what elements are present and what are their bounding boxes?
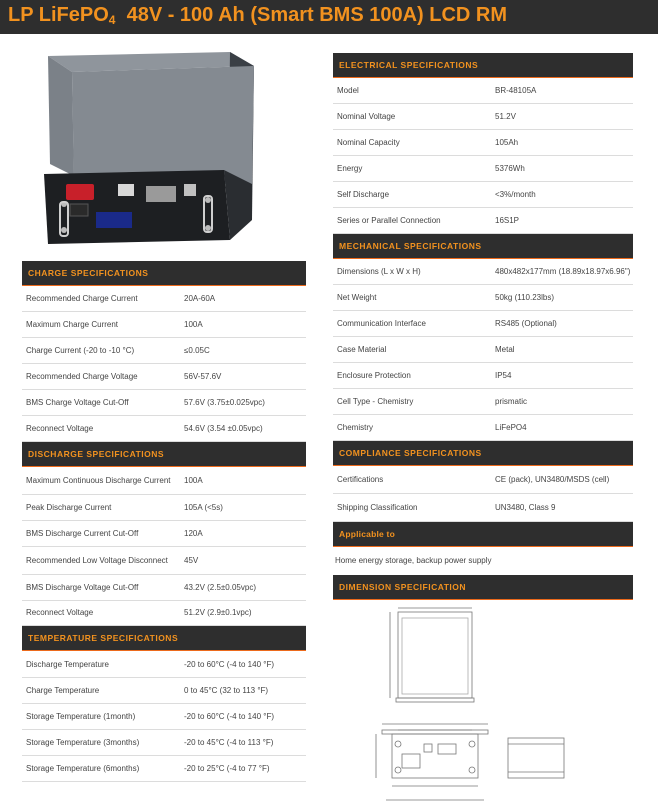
table-row: Maximum Charge Current 100A <box>22 312 306 338</box>
applicable-to-header: Applicable to <box>333 522 633 547</box>
title-bar <box>0 0 658 34</box>
table-row: Shipping Classification UN3480, Class 9 <box>333 494 633 522</box>
table-row: BMS Discharge Voltage Cut-Off 43.2V (2.5±0.05vpc) <box>22 575 306 601</box>
temperature-specifications-header: TEMPERATURE SPECIFICATIONS <box>22 626 306 651</box>
table-row: Self Discharge <3%/month <box>333 182 633 208</box>
table-row: Peak Discharge Current 105A (<5s) <box>22 495 306 521</box>
table-row: Cell Type - Chemistry prismatic <box>333 389 633 415</box>
table-row: Case Material Metal <box>333 337 633 363</box>
table-row: Dimensions (L x W x H) 480x482x177mm (18.89x18.97x6.96") <box>333 259 633 285</box>
page-title: LP LiFePO$_4$ 48V - 100 Ah (Smart BMS 100A) LCD RM <box>8 4 508 27</box>
table-row: Discharge Temperature -20 to 60°C (-4 to 140 °F) <box>22 652 306 678</box>
table-row: Storage Temperature (1month) -20 to 60°C (-4 to 140 °F) <box>22 704 306 730</box>
table-row: Reconnect Voltage 54.6V (3.54 ±0.05vpc) <box>22 416 306 442</box>
table-row: Enclosure Protection IP54 <box>333 363 633 389</box>
battery-product-image <box>34 44 266 250</box>
table-row: Net Weight 50kg (110.23lbs) <box>333 285 633 311</box>
charge-specifications-header: CHARGE SPECIFICATIONS <box>22 261 306 286</box>
table-row: Energy 5376Wh <box>333 156 633 182</box>
table-row: BMS Charge Voltage Cut-Off 57.6V (3.75±0.025vpc) <box>22 390 306 416</box>
table-row: Charge Current (-20 to -10 °C) ≤0.05C <box>22 338 306 364</box>
compliance-specifications-header: COMPLIANCE SPECIFICATIONS <box>333 441 633 466</box>
table-row: Certifications CE (pack), UN3480/MSDS (cell) <box>333 466 633 494</box>
dimension-specification-header: DIMENSION SPECIFICATION <box>333 575 633 600</box>
electrical-specifications-header: ELECTRICAL SPECIFICATIONS <box>333 53 633 78</box>
table-row: Reconnect Voltage 51.2V (2.9±0.1vpc) <box>22 601 306 626</box>
table-row: Storage Temperature (6months) -20 to 25°C (-4 to 77 °F) <box>22 756 306 782</box>
table-row: Recommended Charge Voltage 56V-57.6V <box>22 364 306 390</box>
table-row: BMS Discharge Current Cut-Off 120A <box>22 521 306 547</box>
table-row: Charge Temperature 0 to 45°C (32 to 113 °F) <box>22 678 306 704</box>
applicable-text: Home energy storage, backup power supply <box>335 556 492 565</box>
dimension-drawing <box>368 604 590 804</box>
table-row: Chemistry LiFePO4 <box>333 415 633 441</box>
table-row: Maximum Continuous Discharge Current 100A <box>22 467 306 495</box>
table-row: Communication Interface RS485 (Optional) <box>333 311 633 337</box>
table-row: Recommended Charge Current 20A-60A <box>22 286 306 312</box>
table-row: Storage Temperature (3months) -20 to 45°C (-4 to 113 °F) <box>22 730 306 756</box>
discharge-specifications-header: DISCHARGE SPECIFICATIONS <box>22 442 306 467</box>
table-row: Model BR-48105A <box>333 78 633 104</box>
table-row: Recommended Low Voltage Disconnect 45V <box>22 547 306 575</box>
table-row: Nominal Voltage 51.2V <box>333 104 633 130</box>
table-row: Nominal Capacity 105Ah <box>333 130 633 156</box>
table-row: Series or Parallel Connection 16S1P <box>333 208 633 234</box>
mechanical-specifications-header: MECHANICAL SPECIFICATIONS <box>333 234 633 259</box>
